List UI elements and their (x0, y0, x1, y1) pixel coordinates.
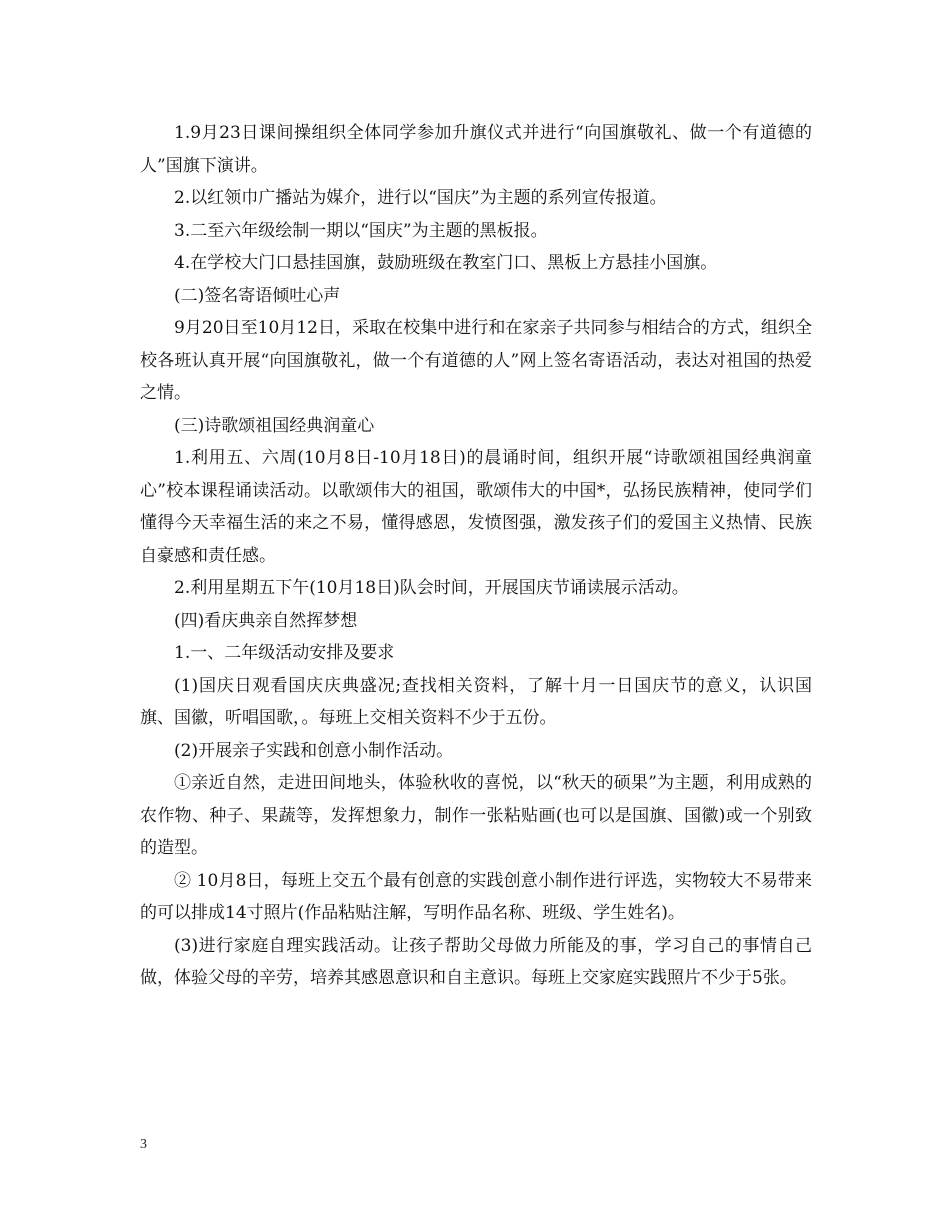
paragraph: 3.二至六年级绘制一期以“国庆”为主题的黑板报。 (174, 220, 548, 241)
section-heading: (三)诗歌颂祖国经典润童心 (174, 415, 375, 436)
section-heading: (四)看庆典亲自然挥梦想 (174, 610, 358, 631)
paragraph: 2.利用星期五下午(10月18日)队会时间，开展国庆节诵读展示活动。 (174, 578, 689, 598)
paragraph: (3)进行家庭自理实践活动。让孩子帮助父母做力所能及的事，学习自己的事情自己做，体验父母的辛劳，培养其感恩意识和自主意识。每班上交家庭实践照片不少于5张。 (140, 935, 812, 988)
paragraph: 1.利用五、六周(10月8日-10月18日)的晨诵时间，组织开展“诗歌颂祖国经典润童心”校本课程诵读活动。以歌颂伟大的祖国，歌颂伟大的中国*，弘扬民族精神，使同学们懂得今天幸福生活的来之不易，懂得感恩，发愤图强，激发孩子们的爱国主义热情、民族自豪感和责任感。 (140, 448, 812, 566)
paragraph: (1)国庆日观看国庆庆典盛况;查找相关资料，了解十月一日国庆节的意义，认识国旗、国徽，听唱国歌，。每班上交相关资料不少于五份。 (140, 675, 812, 728)
paragraph: 9月20日至10月12日，采取在校集中进行和在家亲子共同参与相结合的方式，组织全校各班认真开展“向国旗敬礼，做一个有道德的人”网上签名寄语活动，表达对祖国的热爱之情。 (140, 318, 812, 403)
section-heading: (二)签名寄语倾吐心声 (174, 285, 341, 306)
paragraph: ①亲近自然，走进田间地头，体验秋收的喜悦，以“秋天的硕果”为主题，利用成熟的农作物、种子、果蔬等，发挥想象力，制作一张粘贴画(也可以是国旗、国徽)或一个别致的造型。 (140, 773, 812, 858)
document-body (140, 117, 812, 995)
paragraph: 2.以红领巾广播站为媒介，进行以“国庆”为主题的系列宣传报道。 (174, 188, 667, 208)
paragraph: 1.9月23日课间操组织全体同学参加升旗仪式并进行“向国旗敬礼、做一个有道德的人”国旗下演讲。 (140, 123, 812, 176)
paragraph: (2)开展亲子实践和创意小制作活动。 (174, 740, 454, 761)
paragraph: ② 10月8日，每班上交五个最有创意的实践创意小制作进行评选，实物较大不易带来的可以排成14寸照片(作品粘贴注解，写明作品名称、班级、学生姓名)。 (140, 870, 812, 923)
subheading: 1.一、二年级活动安排及要求 (174, 643, 395, 663)
paragraph: 4.在学校大门口悬挂国旗，鼓励班级在教室门口、黑板上方悬挂小国旗。 (174, 253, 718, 273)
page-number: 3 (140, 1137, 147, 1152)
